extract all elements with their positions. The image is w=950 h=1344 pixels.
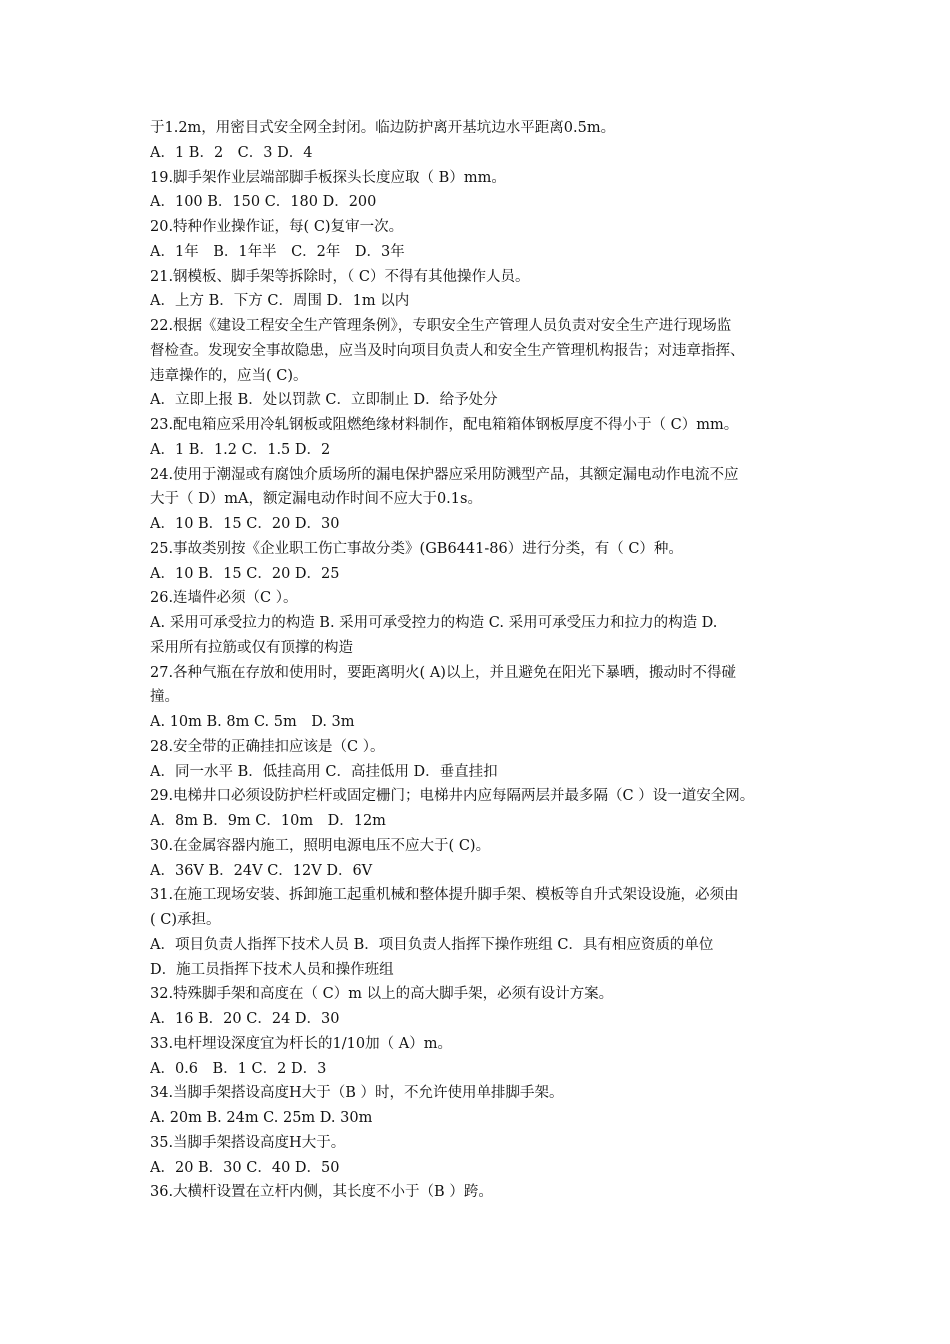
text-line: 34.当脚手架搭设高度H大于（B ）时，不允许使用单排脚手架。 bbox=[150, 1085, 564, 1102]
text-line: 25.事故类别按《企业职工伤亡事故分类》(GB6441-86）进行分类，有（ C）种。 bbox=[150, 540, 683, 557]
text-line: A．8m B．9m C．10m D．12m bbox=[150, 813, 386, 829]
text-line: 31.在施工现场安装、拆卸施工起重机械和整体提升脚手架、模板等自升式架设设施，必须由 bbox=[150, 887, 739, 904]
text-line: A．上方 B．下方 C．周围 D．1m 以内 bbox=[150, 293, 410, 310]
text-line: A．1 B．2 C．3 D．4 bbox=[150, 144, 313, 161]
text-line: 20.特种作业操作证，每( C)复审一次。 bbox=[150, 219, 404, 235]
text-line: D．施工员指挥下技术人员和操作班组 bbox=[150, 961, 394, 978]
text-line: 29.电梯井口必须设防护栏杆或固定栅门；电梯井内应每隔两层并最多隔（C ）设一道安全网。 bbox=[150, 788, 755, 805]
text-line: A．10 B．15 C．20 D．25 bbox=[150, 565, 340, 582]
text-line: 36.大横杆设置在立杆内侧，其长度不小于（B ）跨。 bbox=[150, 1184, 493, 1201]
text-line: A．1 B．1.2 C．1.5 D．2 bbox=[150, 441, 331, 458]
text-line: A．100 B．150 C．180 D．200 bbox=[150, 194, 377, 211]
text-line: 采用所有拉筋或仅有顶撑的构造 bbox=[150, 639, 353, 656]
text-line: A．20 B．30 C．40 D．50 bbox=[150, 1159, 340, 1176]
text-line: 21.钢模板、脚手架等拆除时，（ C）不得有其他操作人员。 bbox=[150, 268, 530, 285]
text-line: A. 20m B. 24m C. 25m D. 30m bbox=[150, 1110, 373, 1126]
text-line: A．10 B．15 C．20 D．30 bbox=[150, 516, 340, 532]
text-line: 于1.2m，用密目式安全网全封闭。临边防护离开基坑边水平距离0.5m。 bbox=[150, 120, 616, 136]
text-line: 33.电杆埋设深度宜为杆长的1/10加（ A）m。 bbox=[150, 1035, 452, 1052]
text-line: 26.连墙件必须（C ）。 bbox=[150, 590, 298, 607]
question-text-lines bbox=[150, 116, 840, 1205]
text-line: A．立即上报 B．处以罚款 C．立即制止 D．给予处分 bbox=[150, 392, 498, 409]
text-line: A. 10m B. 8m C. 5m D. 3m bbox=[150, 714, 355, 730]
text-line: A．1年 B．1年半 C．2年 D．3年 bbox=[150, 243, 405, 260]
text-line: A．16 B．20 C．24 D．30 bbox=[150, 1011, 340, 1027]
text-line: 19.脚手架作业层端部脚手板探头长度应取（ B）mm。 bbox=[150, 169, 506, 186]
text-line: 撞。 bbox=[150, 689, 179, 706]
text-line: A．0.6 B．1 C．2 D．3 bbox=[150, 1060, 327, 1077]
text-line: A．项目负责人指挥下技术人员 B．项目负责人指挥下操作班组 C．具有相应资质的单位 bbox=[150, 936, 714, 953]
text-line: A．同一水平 B．低挂高用 C．高挂低用 D．垂直挂扣 bbox=[150, 763, 498, 780]
text-line: 28.安全带的正确挂扣应该是（C ）。 bbox=[150, 738, 385, 755]
text-line: 22.根据《建设工程安全生产管理条例》，专职安全生产管理人员负责对安全生产进行现场监 bbox=[150, 318, 732, 334]
text-line: 27.各种气瓶在存放和使用时，要距离明火( A)以上，并且避免在阳光下暴晒，搬动时不得碰 bbox=[150, 664, 736, 681]
text-line: 30.在金属容器内施工，照明电源电压不应大于( C)。 bbox=[150, 837, 491, 854]
text-line: A．36V B．24V C．12V D．6V bbox=[150, 862, 373, 879]
text-line: 大于（ D）mA，额定漏电动作时间不应大于0.1s。 bbox=[150, 491, 482, 508]
text-line: ( C)承担。 bbox=[150, 912, 221, 928]
text-line: 违章操作的，应当( C)。 bbox=[150, 367, 308, 384]
text-line: 32.特殊脚手架和高度在（ C）m 以上的高大脚手架，必须有设计方案。 bbox=[150, 986, 614, 1003]
text-line: 24.使用于潮湿或有腐蚀介质场所的漏电保护器应采用防溅型产品，其额定漏电动作电流不应 bbox=[150, 466, 739, 483]
text-line: 督检查。发现安全事故隐患，应当及时向项目负责人和安全生产管理机构报告；对违章指挥、 bbox=[150, 342, 745, 359]
text-line: 23.配电箱应采用冷轧钢板或阻燃绝缘材料制作，配电箱箱体钢板厚度不得小于（ C）mm。 bbox=[150, 417, 739, 433]
text-line: 35.当脚手架搭设高度H大于。 bbox=[150, 1134, 346, 1151]
text-line: A. 采用可承受拉力的构造 B. 采用可承受控力的构造 C. 采用可承受压力和拉力的构造 D. bbox=[150, 615, 718, 631]
